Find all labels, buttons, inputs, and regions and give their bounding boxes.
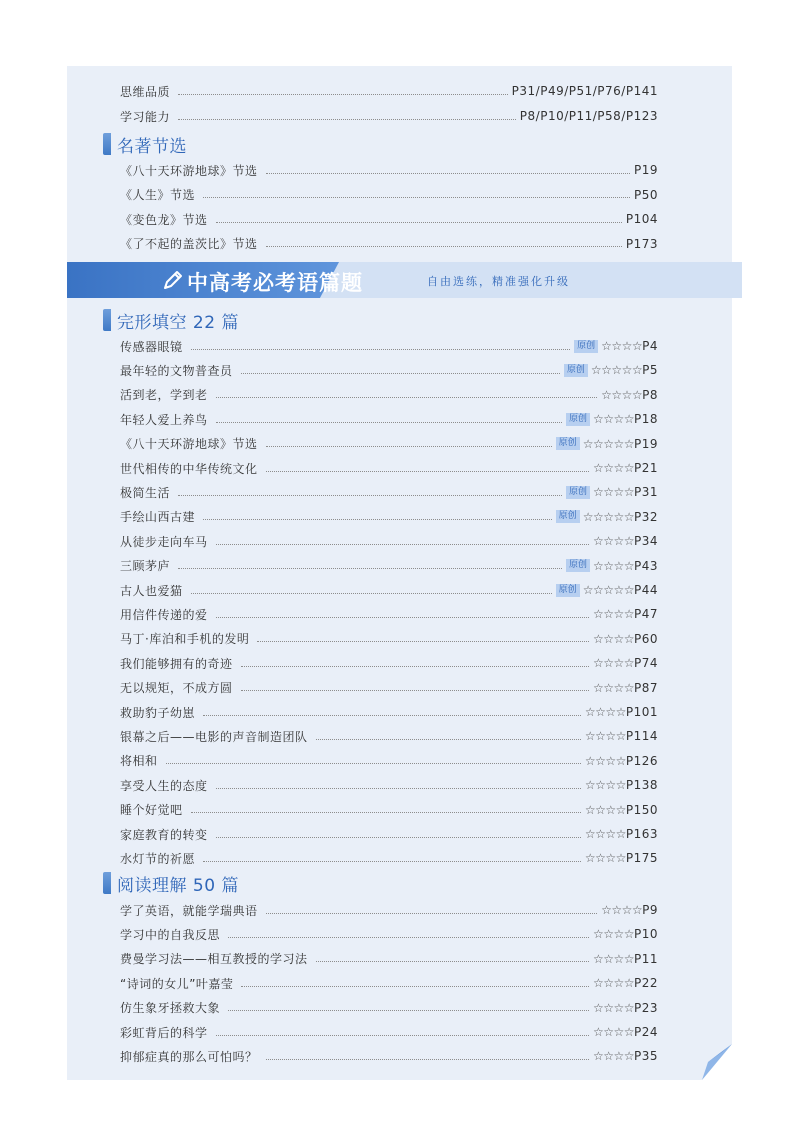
leader-dots <box>203 861 581 862</box>
toc-row[interactable] <box>120 159 658 181</box>
toc-row-page: P60 <box>633 631 658 646</box>
section-heading-yuedu <box>103 870 239 896</box>
difficulty-stars: ☆☆☆☆ <box>592 534 634 549</box>
toc-row-title: 思维品质 <box>120 84 171 99</box>
toc-row[interactable] <box>120 774 658 796</box>
toc-row-title: 《变色龙》节选 <box>120 212 208 227</box>
toc-row[interactable] <box>120 799 658 821</box>
toc-row[interactable] <box>120 701 658 723</box>
toc-row-title: 无以规矩，不成方圆 <box>120 681 233 696</box>
leader-dots <box>241 373 560 374</box>
leader-dots <box>166 763 581 764</box>
difficulty-stars: ☆☆☆☆ <box>584 705 626 719</box>
original-badge: 原创 <box>556 437 580 450</box>
banner-title: 中高考必考语篇题 <box>187 271 363 295</box>
difficulty-stars: ☆☆☆☆ <box>592 1000 634 1015</box>
toc-row-title: 学习中的自我反思 <box>120 927 221 942</box>
difficulty-stars: ☆☆☆☆ <box>592 412 634 427</box>
leader-dots <box>266 173 630 174</box>
leader-dots <box>191 812 581 813</box>
difficulty-stars: ☆☆☆☆ <box>584 827 626 841</box>
toc-row-title: 世代相传的中华传统文化 <box>120 461 258 476</box>
toc-row-page: P150 <box>625 802 658 817</box>
toc-row-title: 传感器眼镜 <box>120 339 183 354</box>
difficulty-stars: ☆☆☆☆☆ <box>582 509 634 524</box>
difficulty-stars: ☆☆☆☆ <box>584 802 626 817</box>
leader-dots <box>203 715 581 716</box>
toc-row-title: 水灯节的祈愿 <box>120 851 196 866</box>
section-banner <box>67 262 742 298</box>
toc-row[interactable] <box>120 847 658 869</box>
toc-row-title: 将相和 <box>120 754 158 769</box>
banner-subtitle: 自由选练，精准强化升级 <box>427 275 570 288</box>
leader-dots <box>178 94 508 95</box>
leader-dots <box>241 690 589 691</box>
toc-row-title: 家庭教育的转变 <box>120 827 208 842</box>
toc-row-title: 《八十天环游地球》节选 <box>120 163 258 178</box>
difficulty-stars: ☆☆☆☆ <box>592 951 634 966</box>
toc-row[interactable] <box>120 972 658 994</box>
toc-row-page: P31/P49/P51/P76/P141 <box>511 84 658 98</box>
toc-row-page: P5 <box>642 363 658 378</box>
toc-row[interactable] <box>120 579 658 601</box>
pencil-icon <box>161 268 185 292</box>
difficulty-stars: ☆☆☆☆ <box>584 729 626 744</box>
toc-row-title: 学习能力 <box>120 109 171 124</box>
toc-row-title: 古人也爱猫 <box>120 583 183 598</box>
toc-row[interactable] <box>120 80 658 102</box>
toc-row[interactable] <box>120 1045 658 1067</box>
toc-row-page: P24 <box>633 1025 658 1039</box>
difficulty-stars: ☆☆☆☆ <box>592 558 634 573</box>
toc-row-page: P50 <box>633 187 658 202</box>
original-badge: 原创 <box>564 364 588 377</box>
section-heading-text: 名著节选 <box>117 136 187 157</box>
toc-row-page: P101 <box>625 705 658 719</box>
toc-row[interactable] <box>120 530 658 552</box>
original-badge: 原创 <box>566 486 590 499</box>
leader-dots <box>191 349 571 350</box>
toc-row-page: P87 <box>633 680 658 695</box>
toc-row[interactable] <box>120 506 658 528</box>
toc-row-page: P32 <box>633 509 658 524</box>
toc-row-page: P18 <box>633 412 658 427</box>
toc-row[interactable] <box>120 433 658 455</box>
toc-row[interactable] <box>120 105 658 127</box>
toc-row-page: P44 <box>633 583 658 597</box>
toc-row-page: P4 <box>642 339 658 353</box>
difficulty-stars: ☆☆☆☆ <box>601 339 643 353</box>
toc-row[interactable] <box>120 457 658 479</box>
section-heading-mingzhu <box>103 131 187 157</box>
leader-dots <box>316 961 589 962</box>
toc-row-page: P34 <box>633 534 658 549</box>
toc-row-title: 费曼学习法——相互教授的学习法 <box>120 952 308 967</box>
toc-row-page: P74 <box>633 656 658 671</box>
toc-row-title: 活到老，学到老 <box>120 388 208 403</box>
difficulty-stars: ☆☆☆☆☆ <box>590 363 643 378</box>
leader-dots <box>216 788 581 789</box>
toc-row-title: 年轻人爱上养鸟 <box>120 412 208 427</box>
difficulty-stars: ☆☆☆☆ <box>592 680 634 695</box>
section-heading-text: 阅读理解 50 篇 <box>117 875 239 896</box>
toc-row-title: 仿生象牙拯救大象 <box>120 1001 221 1016</box>
toc-row-page: P35 <box>633 1049 658 1064</box>
toc-row-page: P31 <box>633 485 658 500</box>
toc-row-page: P47 <box>633 607 658 622</box>
toc-row[interactable] <box>120 923 658 945</box>
leader-dots <box>257 641 589 642</box>
toc-row[interactable] <box>120 481 658 503</box>
difficulty-stars: ☆☆☆☆ <box>601 903 643 917</box>
original-badge: 原创 <box>566 559 590 572</box>
toc-row[interactable] <box>120 555 658 577</box>
section-marker <box>103 309 111 331</box>
toc-row[interactable] <box>120 1021 658 1043</box>
toc-row-page: P126 <box>625 753 658 768</box>
toc-row-title: “诗词的女儿”叶嘉莹 <box>120 976 234 991</box>
leader-dots <box>178 119 516 120</box>
toc-row-title: 银幕之后——电影的声音制造团队 <box>120 729 308 744</box>
leader-dots <box>203 519 552 520</box>
original-badge: 原创 <box>566 413 590 426</box>
toc-row-page: P138 <box>625 778 658 793</box>
toc-row-page: P21 <box>633 461 658 475</box>
difficulty-stars: ☆☆☆☆ <box>592 976 634 991</box>
leader-dots <box>241 986 589 987</box>
leader-dots <box>216 422 562 423</box>
difficulty-stars: ☆☆☆☆ <box>592 461 634 475</box>
toc-row-page: P114 <box>625 729 658 744</box>
toc-row[interactable] <box>120 208 658 230</box>
leader-dots <box>316 739 581 740</box>
toc-row-title: 我们能够拥有的奇迹 <box>120 656 233 671</box>
difficulty-stars: ☆☆☆☆ <box>601 387 643 402</box>
toc-row-page: P19 <box>633 436 658 451</box>
difficulty-stars: ☆☆☆☆ <box>584 851 626 866</box>
toc-row-title: 用信件传递的爱 <box>120 607 208 622</box>
toc-row-title: 马丁·库泊和手机的发明 <box>120 632 250 647</box>
toc-row-page: P10 <box>633 927 658 942</box>
toc-row[interactable] <box>120 899 658 921</box>
toc-row-page: P43 <box>633 558 658 573</box>
toc-row-page: P8/P10/P11/P58/P123 <box>519 109 658 123</box>
toc-row-title: 抑郁症真的那么可怕吗？ <box>120 1049 258 1064</box>
toc-row-page: P22 <box>633 976 658 991</box>
leader-dots <box>203 197 630 198</box>
toc-row-title: 最年轻的文物普查员 <box>120 363 233 378</box>
difficulty-stars: ☆☆☆☆ <box>592 485 634 500</box>
toc-row-page: P175 <box>625 851 658 866</box>
toc-row-title: 享受人生的态度 <box>120 778 208 793</box>
leader-dots <box>266 471 589 472</box>
difficulty-stars: ☆☆☆☆ <box>592 631 634 646</box>
toc-row-title: 极简生活 <box>120 485 171 500</box>
difficulty-stars: ☆☆☆☆ <box>592 656 634 671</box>
leader-dots <box>228 937 589 938</box>
difficulty-stars: ☆☆☆☆☆ <box>582 436 634 451</box>
difficulty-stars: ☆☆☆☆ <box>592 927 634 942</box>
difficulty-stars: ☆☆☆☆☆ <box>582 583 634 597</box>
toc-row-page: P19 <box>633 163 658 177</box>
leader-dots <box>216 1035 589 1036</box>
toc-row-title: 《了不起的盖茨比》节选 <box>120 237 258 251</box>
leader-dots <box>241 666 589 667</box>
leader-dots <box>266 446 552 447</box>
page-corner-fold <box>702 1044 732 1080</box>
leader-dots <box>216 222 622 223</box>
leader-dots <box>216 397 598 398</box>
toc-row-page: P11 <box>633 951 658 966</box>
difficulty-stars: ☆☆☆☆ <box>592 607 634 622</box>
original-badge: 原创 <box>574 340 598 353</box>
section-marker <box>103 133 111 155</box>
toc-row[interactable] <box>120 948 658 970</box>
leader-dots <box>178 495 562 496</box>
leader-dots <box>178 568 562 569</box>
toc-row-title: 彩虹背后的科学 <box>120 1025 208 1040</box>
leader-dots <box>266 1059 589 1060</box>
leader-dots <box>228 1010 589 1011</box>
original-badge: 原创 <box>556 510 580 523</box>
section-heading-wanxing <box>103 307 239 333</box>
toc-row-page: P173 <box>625 236 658 251</box>
toc-row[interactable] <box>120 997 658 1019</box>
toc-row-title: 《人生》节选 <box>120 188 196 202</box>
toc-row[interactable] <box>120 408 658 430</box>
toc-row[interactable] <box>120 603 658 625</box>
toc-row-page: P23 <box>633 1000 658 1015</box>
toc-row-page: P104 <box>625 212 658 226</box>
toc-row[interactable] <box>120 750 658 772</box>
toc-row[interactable] <box>120 233 658 255</box>
toc-row[interactable] <box>120 359 658 381</box>
toc-row-title: 手绘山西古建 <box>120 510 196 525</box>
section-heading-text: 完形填空 22 篇 <box>117 312 239 333</box>
leader-dots <box>191 593 552 594</box>
leader-dots <box>266 913 598 914</box>
difficulty-stars: ☆☆☆☆ <box>592 1049 634 1064</box>
toc-row[interactable] <box>120 652 658 674</box>
leader-dots <box>266 246 622 247</box>
toc-row[interactable] <box>120 335 658 357</box>
toc-row[interactable] <box>120 628 658 650</box>
difficulty-stars: ☆☆☆☆ <box>584 753 626 768</box>
difficulty-stars: ☆☆☆☆ <box>592 1025 634 1039</box>
leader-dots <box>216 837 581 838</box>
difficulty-stars: ☆☆☆☆ <box>584 778 626 793</box>
toc-row-page: P8 <box>642 387 658 402</box>
toc-row-page: P163 <box>625 827 658 841</box>
leader-dots <box>216 617 589 618</box>
toc-row-title: 从徒步走向车马 <box>120 534 208 549</box>
toc-row[interactable] <box>120 384 658 406</box>
toc-row-page: P9 <box>642 903 658 917</box>
toc-row[interactable] <box>120 677 658 699</box>
leader-dots <box>216 544 589 545</box>
toc-row-title: 救助豹子幼崽 <box>120 705 196 720</box>
toc-row-title: 《八十天环游地球》节选 <box>120 437 258 452</box>
toc-row[interactable] <box>120 823 658 845</box>
toc-row-title: 三顾茅庐 <box>120 559 171 574</box>
toc-row[interactable] <box>120 184 658 206</box>
original-badge: 原创 <box>556 584 580 597</box>
toc-row-title: 睡个好觉吧 <box>120 803 183 818</box>
toc-row-title: 学了英语，就能学瑞典语 <box>120 903 258 918</box>
section-marker <box>103 872 111 894</box>
toc-row[interactable] <box>120 725 658 747</box>
